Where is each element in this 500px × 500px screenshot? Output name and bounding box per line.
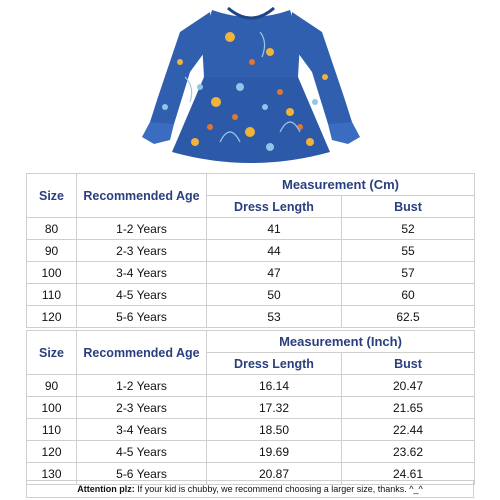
age-cell: 5-6 Years [77, 463, 207, 485]
bust-cell: 23.62 [342, 441, 475, 463]
table-row [27, 218, 475, 240]
length-cell: 50 [207, 284, 342, 306]
size-cell: 120 [27, 306, 77, 328]
bust-cell: 60 [342, 284, 475, 306]
age-cell: 2-3 Years [77, 397, 207, 419]
table-row [27, 441, 475, 463]
bust-cell: 52 [342, 218, 475, 240]
table-row [27, 397, 475, 419]
bust-cell: 55 [342, 240, 475, 262]
length-cell: 20.87 [207, 463, 342, 485]
size-cell: 110 [27, 419, 77, 441]
length-cell: 44 [207, 240, 342, 262]
table-row [27, 240, 475, 262]
length-cell: 47 [207, 262, 342, 284]
bust-cell: 20.47 [342, 375, 475, 397]
measurement-header: Measurement (Inch) [207, 331, 475, 353]
size-cell: 130 [27, 463, 77, 485]
size-cell: 100 [27, 262, 77, 284]
length-cell: 19.69 [207, 441, 342, 463]
bust-header: Bust [342, 196, 475, 218]
attention-note [26, 480, 474, 498]
length-cell: 17.32 [207, 397, 342, 419]
measurement-header: Measurement (Cm) [207, 174, 475, 196]
size-cell: 80 [27, 218, 77, 240]
age-cell: 5-6 Years [77, 306, 207, 328]
length-cell: 16.14 [207, 375, 342, 397]
age-header: Recommended Age [77, 174, 207, 218]
size-table-inch [26, 330, 475, 485]
size-cell: 90 [27, 240, 77, 262]
bust-cell: 21.65 [342, 397, 475, 419]
age-header: Recommended Age [77, 331, 207, 375]
dress-length-header: Dress Length [207, 196, 342, 218]
attention-label: Attention plz: [77, 484, 135, 494]
age-cell: 1-2 Years [77, 375, 207, 397]
age-cell: 3-4 Years [77, 262, 207, 284]
size-cell: 110 [27, 284, 77, 306]
bust-cell: 22.44 [342, 419, 475, 441]
length-cell: 53 [207, 306, 342, 328]
bust-cell: 62.5 [342, 306, 475, 328]
length-cell: 18.50 [207, 419, 342, 441]
size-header: Size [27, 331, 77, 375]
table-row [27, 262, 475, 284]
table-row [27, 419, 475, 441]
age-cell: 2-3 Years [77, 240, 207, 262]
age-cell: 4-5 Years [77, 284, 207, 306]
table-row [27, 306, 475, 328]
bust-cell: 24.61 [342, 463, 475, 485]
size-cell: 90 [27, 375, 77, 397]
size-table-cm [26, 173, 475, 328]
dress-photo [140, 2, 362, 170]
length-cell: 41 [207, 218, 342, 240]
bust-cell: 57 [342, 262, 475, 284]
age-cell: 1-2 Years [77, 218, 207, 240]
table-row [27, 375, 475, 397]
size-header: Size [27, 174, 77, 218]
dress-length-header: Dress Length [207, 353, 342, 375]
table-row [27, 284, 475, 306]
attention-text: If your kid is chubby, we recommend choosing a larger size, thanks. ^_^ [134, 484, 423, 494]
size-cell: 120 [27, 441, 77, 463]
age-cell: 3-4 Years [77, 419, 207, 441]
size-cell: 100 [27, 397, 77, 419]
age-cell: 4-5 Years [77, 441, 207, 463]
bust-header: Bust [342, 353, 475, 375]
